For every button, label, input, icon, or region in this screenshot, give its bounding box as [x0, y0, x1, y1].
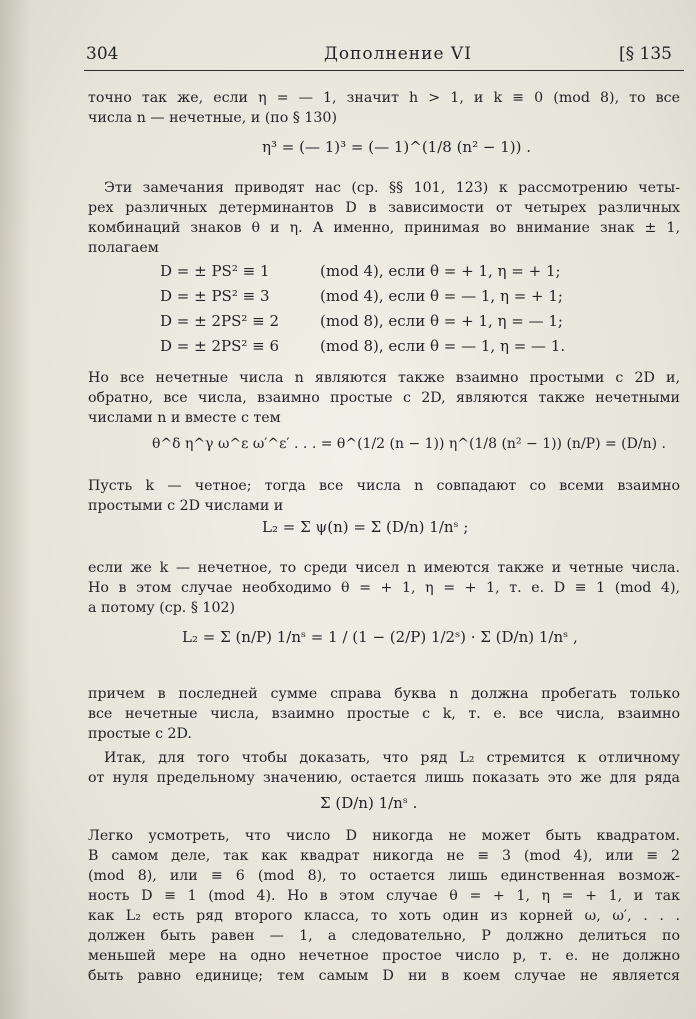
formula-L2-odd: L₂ = Σ (n/P) 1/nˢ = 1 / (1 − (2/P) 1/2ˢ) · Σ (D/n) 1/nˢ ,: [182, 628, 578, 646]
text-line: причем в последней сумме справа буква n должна пробегать только: [88, 686, 680, 702]
text-line: меньшей мере на одно нечетное простое число p, т. е. не должно: [88, 948, 680, 964]
text-line: Но в этом случае необходимо θ = + 1, η = + 1, т. е. D ≡ 1 (mod 4),: [88, 580, 680, 596]
text-line: Пусть k — четное; тогда все числа n совпадают со всеми взаимно: [88, 478, 680, 494]
case-condition: (mod 4), если θ = — 1, η = + 1;: [320, 287, 563, 305]
text-line: ность D ≡ 1 (mod 4). Но в этом случае θ = + 1, η = + 1, и так: [88, 888, 680, 904]
case-condition: (mod 4), если θ = + 1, η = + 1;: [320, 262, 561, 280]
determinant-case-2: [160, 287, 563, 305]
text-line: простыми с 2D числами и: [88, 498, 284, 514]
case-lhs: D = ± PS² ≡ 1: [160, 262, 270, 280]
text-line: числа n — нечетные, и (по § 130): [88, 110, 337, 126]
text-line: обратно, все числа, взаимно простые с 2D, являются также нечетными: [88, 390, 680, 406]
text-line: быть равно единице; тем самым D ни в коем случае не является: [88, 968, 680, 984]
text-line: а потому (ср. § 102): [88, 600, 236, 616]
determinant-case-4: [160, 337, 565, 355]
case-condition: (mod 8), если θ = — 1, η = — 1.: [320, 337, 566, 355]
text-line: (mod 8), или ≡ 6 (mod 8), то остается лишь единственная возмож-: [88, 868, 680, 884]
formula-series: Σ (D/n) 1/nˢ .: [320, 794, 418, 812]
page-number: 304: [86, 44, 119, 64]
running-title: Дополнение VI: [324, 44, 472, 64]
section-marker: [§ 135: [619, 44, 672, 64]
text-line: числами n и вместе с тем: [88, 410, 281, 426]
text-line: простые с 2D.: [88, 726, 192, 742]
determinant-case-1: [160, 262, 561, 280]
text-line: от нуля предельному значению, остается лишь показать это же для ряда: [88, 770, 680, 786]
text-line: точно так же, если η = — 1, значит h > 1, и k ≡ 0 (mod 8), то все: [88, 90, 680, 106]
header-rule: [84, 70, 684, 71]
text-line: Итак, для того чтобы доказать, что ряд L₂ стремится к отличному: [104, 750, 680, 766]
text-line: как L₂ есть ряд второго класса, то хоть один из корней ω, ω′, . . .: [88, 908, 680, 924]
text-line: Легко усмотреть, что число D никогда не может быть квадратом.: [88, 828, 680, 844]
case-lhs: D = ± 2PS² ≡ 6: [160, 337, 280, 355]
formula-character-product: θ^δ η^γ ω^ε ω′^ε′ . . . = θ^(1/2 (n − 1)) η^(1/8 (n² − 1)) (n/P) = (D/n) .: [152, 436, 666, 452]
running-header: [86, 44, 682, 68]
case-lhs: D = ± PS² ≡ 3: [160, 287, 270, 305]
formula-eta-cubed: η³ = (— 1)³ = (— 1)^(1/8 (n² − 1)) .: [262, 138, 531, 156]
formula-L2-even: L₂ = Σ ψ(n) = Σ (D/n) 1/nˢ ;: [262, 518, 469, 536]
text-line: Но все нечетные числа n являются также взаимно простыми с 2D и,: [88, 370, 680, 386]
text-line: рех различных детерминантов D в зависимости от четырех различных: [88, 200, 680, 216]
text-line: Эти замечания приводят нас (ср. §§ 101, 123) к рассмотрению четы-: [104, 180, 680, 196]
text-line: все нечетные числа, взаимно простые с k, т. е. все числа, взаимно: [88, 706, 680, 722]
scan-shadow: [0, 0, 30, 1019]
text-line: если же k — нечетное, то среди чисел n имеются также и четные числа.: [88, 560, 680, 576]
case-condition: (mod 8), если θ = + 1, η = — 1;: [320, 312, 563, 330]
text-line: В самом деле, так как квадрат никогда не ≡ 3 (mod 4), или ≡ 2: [88, 848, 680, 864]
text-line: полагаем: [88, 240, 159, 256]
case-lhs: D = ± 2PS² ≡ 2: [160, 312, 280, 330]
determinant-case-3: [160, 312, 563, 330]
text-line: комбинаций знаков θ и η. А именно, принимая во внимание знак ± 1,: [88, 220, 680, 236]
text-line: должен быть равен — 1, а следовательно, P должно делиться по: [88, 928, 680, 944]
